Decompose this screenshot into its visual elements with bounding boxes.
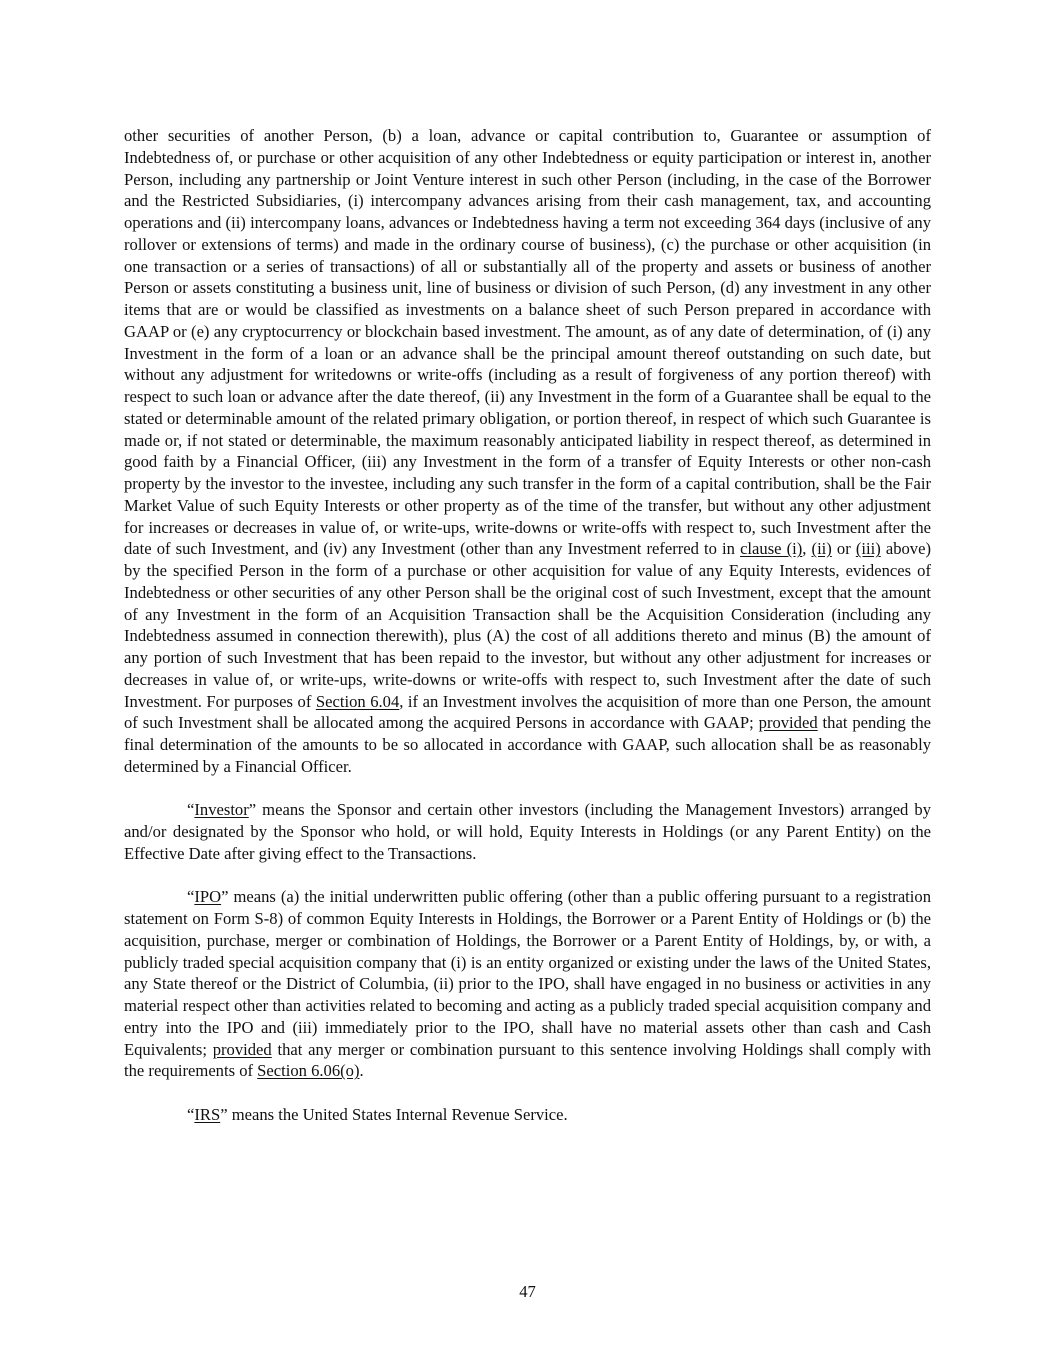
irs-term: IRS (194, 1104, 221, 1124)
investment-definition-continuation: other securities of another Person, (b) a loan, advance or capital contribution to, Guarantee or assumption of Indebtedness of, or purchase or other acquisition of any other Indebtedness or equity participation or interest in, another Person, including any partnership or Joint Venture interest in such other Person (including, in the case of the Borrower and the Restricted Subsidiaries, (i) intercompany advances arising from their cash management, tax, and accounting operations and (ii) intercompany loans, advances or Indebtedness having a term not exceeding 364 days (inclusive of any rollover or extensions of terms) and made in the ordinary course of business), (c) the purchase or other acquisition (in one transaction or a series of transactions) of all or substantially all of the property and assets or business of another Person or assets constituting a business unit, line of business or division of such Person, (d) any investment in any other items that are or would be classified as investments on a balance sheet of such Person prepared in accordance with GAAP or (e) any cryptocurrency or blockchain based investment. The amount, as of any date of determination, of (i) any Investment in the form of a loan or an advance shall be the principal amount thereof outstanding on such date, but without any adjustment for writedowns or write-offs (including as a result of forgiveness of any portion thereof) with respect to such loan or advance after the date thereof, (ii) any Investment in the form of a Guarantee shall be equal to the stated or determinable amount of the related primary obligation, or portion thereof, in respect of which such Guarantee is made or, if not stated or determinable, the maximum reasonably anticipated liability in respect thereof, as determined in good faith by a Financial Officer, (iii) any Investment in the form of a transfer of Equity Interests or other non-cash property by the investor to the investee, including any such transfer in the form of a capital contribution, shall be the Fair Market Value of such Equity Interests or other property as of the time of the transfer, but without any other adjustment for increases or decreases in value of, or write-ups, write-downs or write-offs with respect to, such Investment after the date of such Investment, and (iv) any Investment (other than any Investment referred to in clause (i), (ii) or (iii) above) by the specified Person in the form of a purchase or other acquisition for value of any Equity Interests, evidences of Indebtedness or other securities of any other Person shall be the original cost of such Investment, except that the amount of any Investment in the form of an Acquisition Transaction shall be the Acquisition Consideration (including any Indebtedness assumed in connection therewith), plus (A) the cost of all additions thereto and minus (B) the amount of any portion of such Investment that has been repaid to the investor, but without any other adjustment for increases or decreases in value of, or write-ups, write-downs or write-offs with respect to, such Investment after the date of such Investment. For purposes of Section 6.04, if an Investment involves the acquisition of more than one Person, the amount of such Investment shall be allocated among the acquired Persons in accordance with GAAP; provided that pending the final determination of the amounts to be so allocated in accordance with GAAP, such allocation shall be as reasonably determined by a Financial Officer. (124, 126, 931, 776)
document-page (124, 125, 931, 1126)
section-6-06-o-reference: Section 6.06(o) (257, 1061, 360, 1081)
page-number: 47 (519, 1282, 536, 1301)
provided-term: provided (758, 713, 818, 733)
investor-term: Investor (194, 800, 249, 820)
investor-definition: “Investor” means the Sponsor and certain other investors (including the Management Investors) arranged by and/or designated by the Sponsor who hold, or will hold, Equity Interests in Holdings (or any Parent Entity) on the Effective Date after giving effect to the Transactions. (124, 800, 931, 863)
ipo-term: IPO (194, 887, 222, 907)
provided-term: provided (212, 1039, 272, 1059)
section-6-04-reference: Section 6.04 (315, 691, 400, 711)
clause-i-reference: clause (i) (740, 539, 803, 559)
ipo-definition: “IPO” means (a) the initial underwritten public offering (other than a public offering pursuant to a registration statement on Form S-8) of common Equity Interests in Holdings, the Borrower or a Parent Entity of Holdings or (b) the acquisition, purchase, merger or combination of Holdings, the Borrower or a Parent Entity of Holdings, by, or with, a publicly traded special acquisition company that (i) is an entity organized or existing under the laws of the United States, any State thereof or the District of Columbia, (ii) prior to the IPO, shall have engaged in no business or activities in any material respect other than activities related to becoming and acting as a publicly traded special acquisition company and entry into the IPO and (iii) immediately prior to the IPO, shall have no material assets other than cash and Cash Equivalents; provided that any merger or combination pursuant to this sentence involving Holdings shall comply with the requirements of Section 6.06(o). (124, 887, 932, 1081)
clause-iii-reference: (iii) (855, 539, 881, 559)
irs-definition: “IRS” means the United States Internal Revenue Service. (187, 1104, 568, 1124)
clause-ii-reference: (ii) (811, 539, 832, 559)
